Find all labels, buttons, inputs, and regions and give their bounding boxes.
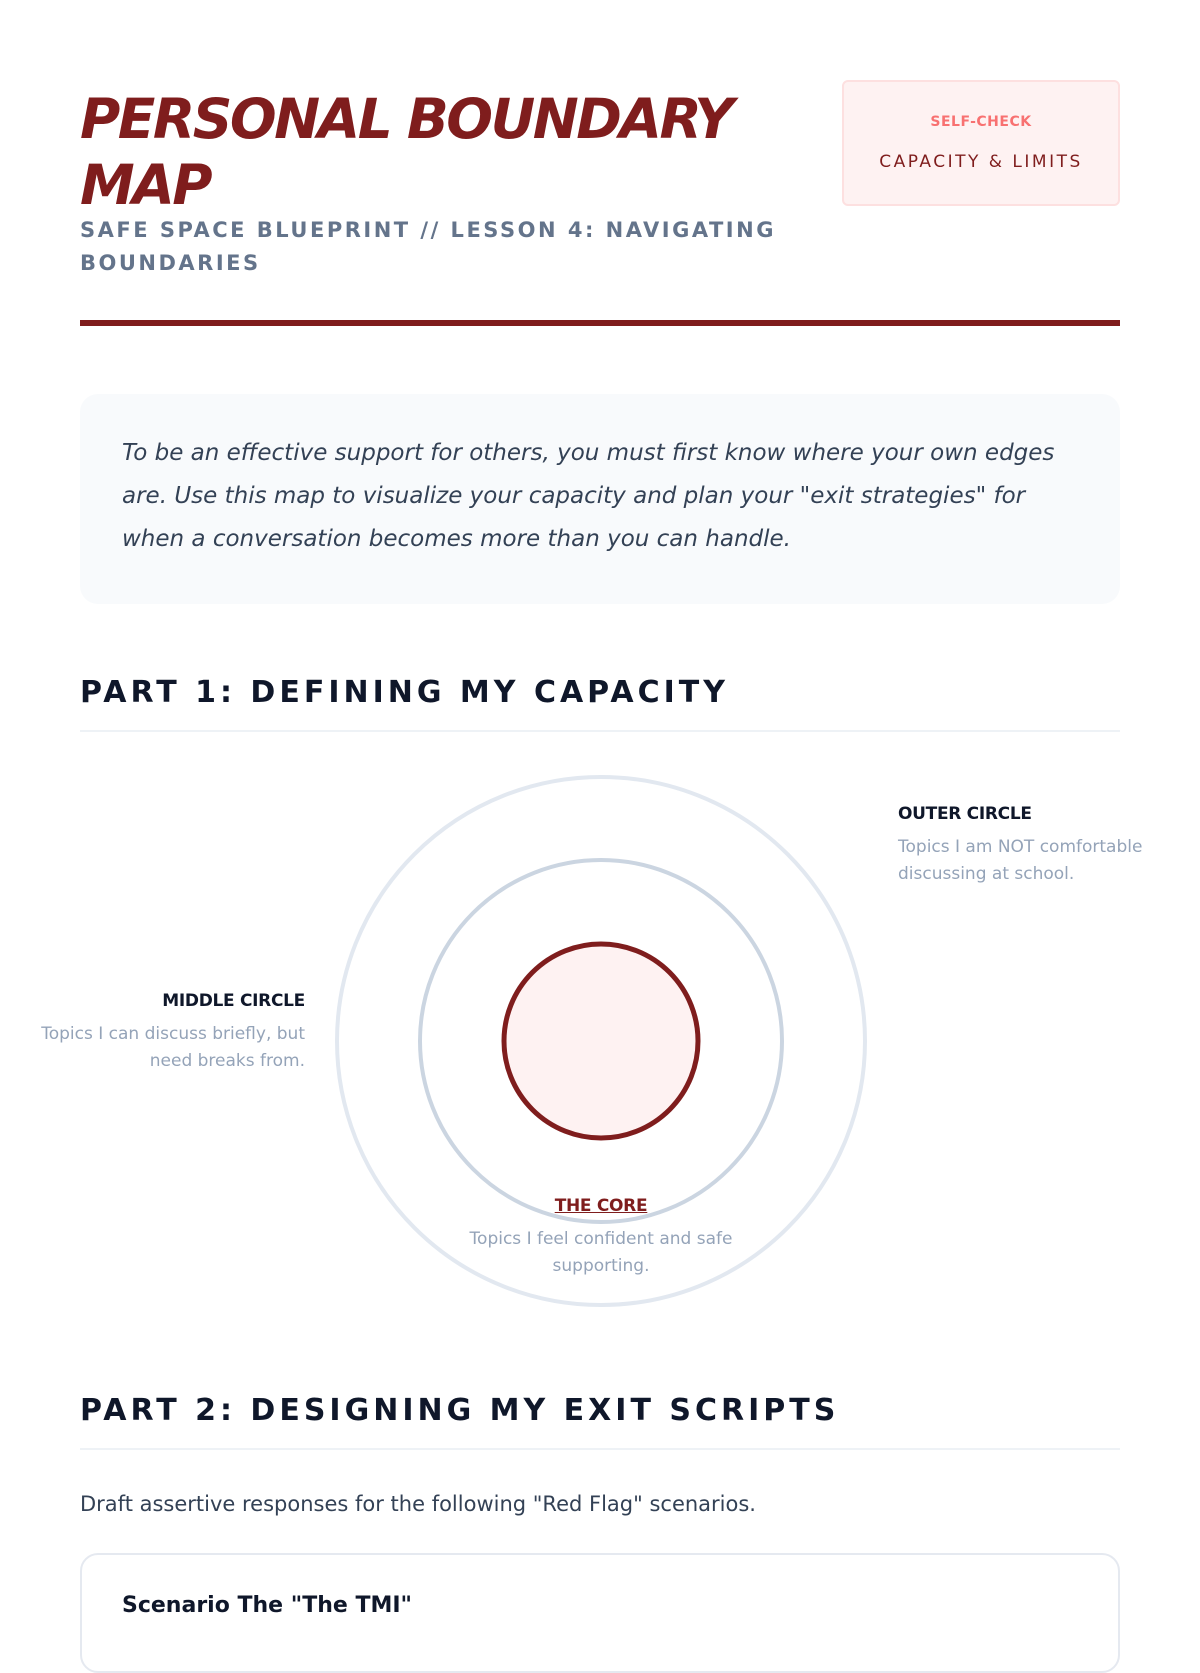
page-title: PERSONAL BOUNDARY MAP — [80, 87, 732, 217]
middle-circle-title: MIDDLE CIRCLE — [162, 991, 305, 1011]
section-title-part1: PART 1: DEFINING MY CAPACITY — [80, 675, 729, 710]
section-divider-part2 — [80, 1448, 1120, 1450]
scenario-title: Scenario The "The TMI" — [122, 1593, 412, 1618]
core-title: THE CORE — [554, 1196, 648, 1216]
outer-circle-title: OUTER CIRCLE — [898, 804, 1032, 824]
scenario-card — [80, 1553, 1120, 1673]
badge-title: CAPACITY & LIMITS — [879, 152, 1083, 172]
page-subtitle: SAFE SPACE BLUEPRINT // LESSON 4: NAVIGATING BOUNDARIES — [80, 218, 776, 275]
self-check-badge — [842, 80, 1120, 206]
header-divider — [80, 320, 1120, 326]
core-desc: Topics I feel confident and safe supporting. — [469, 1229, 733, 1276]
badge-label: SELF-CHECK — [930, 114, 1032, 130]
part2-instructions: Draft assertive responses for the following "Red Flag" scenarios. — [80, 1492, 756, 1516]
capacity-diagram — [0, 730, 1200, 1330]
middle-circle-desc: Topics I can discuss briefly, but need breaks from. — [41, 1024, 305, 1071]
intro-callout — [80, 394, 1120, 604]
outer-circle-desc: Topics I am NOT comfortable discussing at school. — [898, 837, 1143, 884]
section-title-part2: PART 2: DESIGNING MY EXIT SCRIPTS — [80, 1393, 840, 1428]
intro-text: To be an effective support for others, you must first know where your own edges are. Use this map to visualize your capacity and plan your "exit strategies" for when a conversation becomes more than you can handle. — [122, 440, 1055, 552]
core-circle — [504, 944, 698, 1138]
